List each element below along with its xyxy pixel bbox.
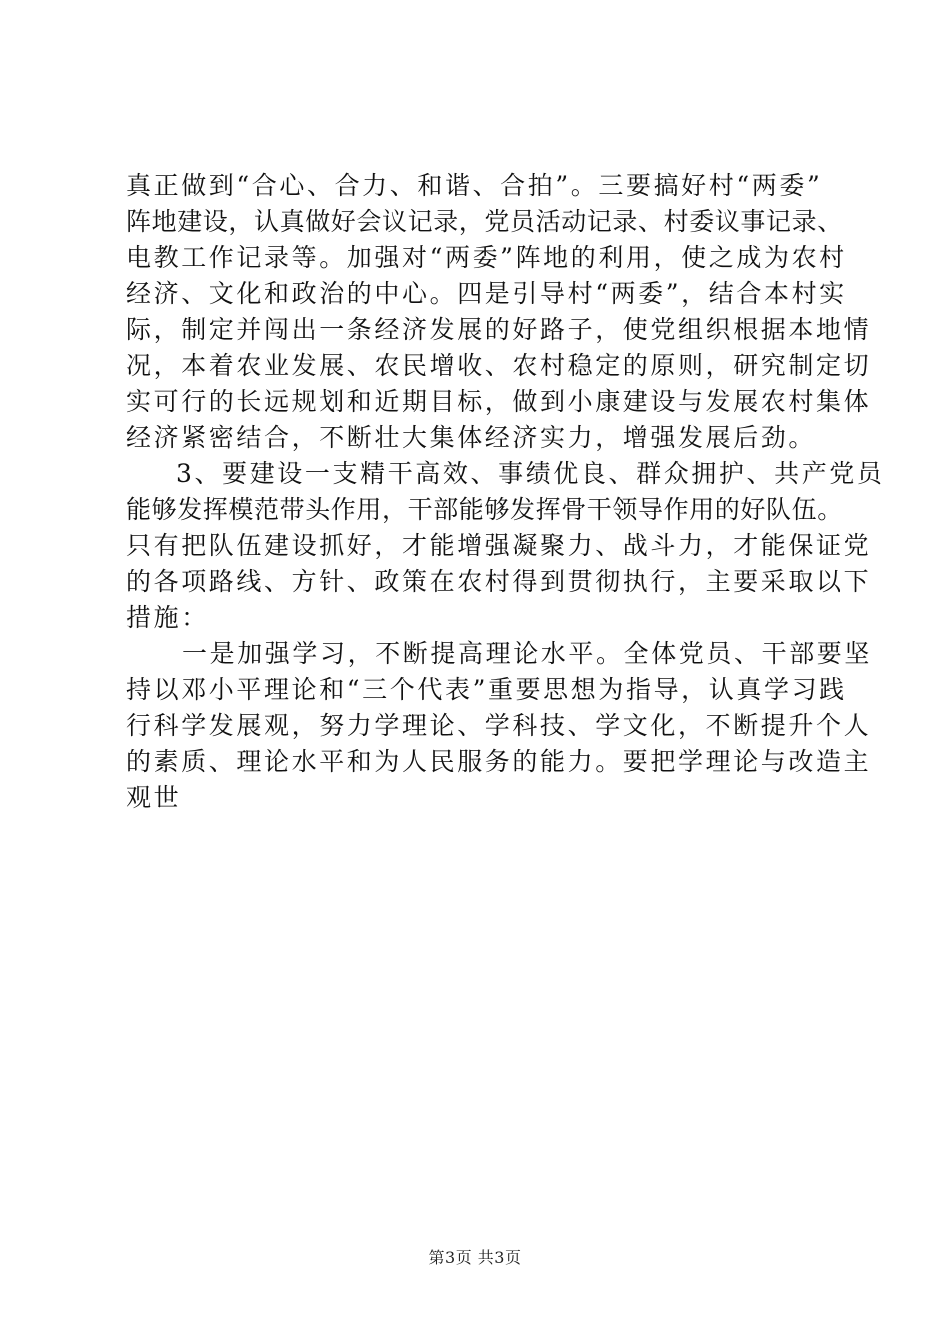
text-line: 电教工作记录等。加强对“两委”阵地的利用，使之成为农村 <box>126 243 847 272</box>
text-line: 阵地建设，认真做好会议记录，党员活动记录、村委议事记录、 <box>126 207 843 236</box>
text-line: 况，本着农业发展、农民增收、农村稳定的原则，研究制定切 <box>126 351 872 380</box>
text-line: 3、要建设一支精干高效、事绩优良、群众拥护、共产党员 <box>176 459 885 488</box>
document-body <box>126 168 885 816</box>
text-line: 经济紧密结合，不断壮大集体经济实力，增强发展后劲。 <box>126 423 817 452</box>
text-line: 持以邓小平理论和“三个代表”重要思想为指导，认真学习践 <box>126 675 847 704</box>
text-line: 经济、文化和政治的中心。四是引导村“两委”，结合本村实 <box>126 279 847 308</box>
page-number-footer: 第3页 共3页 <box>428 1248 522 1267</box>
text-line: 的各项路线、方针、政策在农村得到贯彻执行，主要采取以下 <box>126 567 872 596</box>
text-line: 一是加强学习，不断提高理论水平。全体党员、干部要坚 <box>182 639 873 668</box>
text-line: 行科学发展观，努力学理论、学科技、学文化，不断提升个人 <box>126 711 872 740</box>
text-line: 真正做到“合心、合力、和谐、合拍”。三要搞好村“两委” <box>126 171 823 200</box>
text-line: 只有把队伍建设抓好，才能增强凝聚力、战斗力，才能保证党 <box>126 531 872 560</box>
text-line: 观世 <box>126 783 182 812</box>
text-line: 实可行的长远规划和近期目标，做到小康建设与发展农村集体 <box>126 387 872 416</box>
text-line: 的素质、理论水平和为人民服务的能力。要把学理论与改造主 <box>126 747 872 776</box>
text-line: 能够发挥模范带头作用，干部能够发挥骨干领导作用的好队伍。 <box>126 495 843 524</box>
text-line: 措施： <box>126 603 209 632</box>
text-line: 际，制定并闯出一条经济发展的好路子，使党组织根据本地情 <box>126 315 872 344</box>
